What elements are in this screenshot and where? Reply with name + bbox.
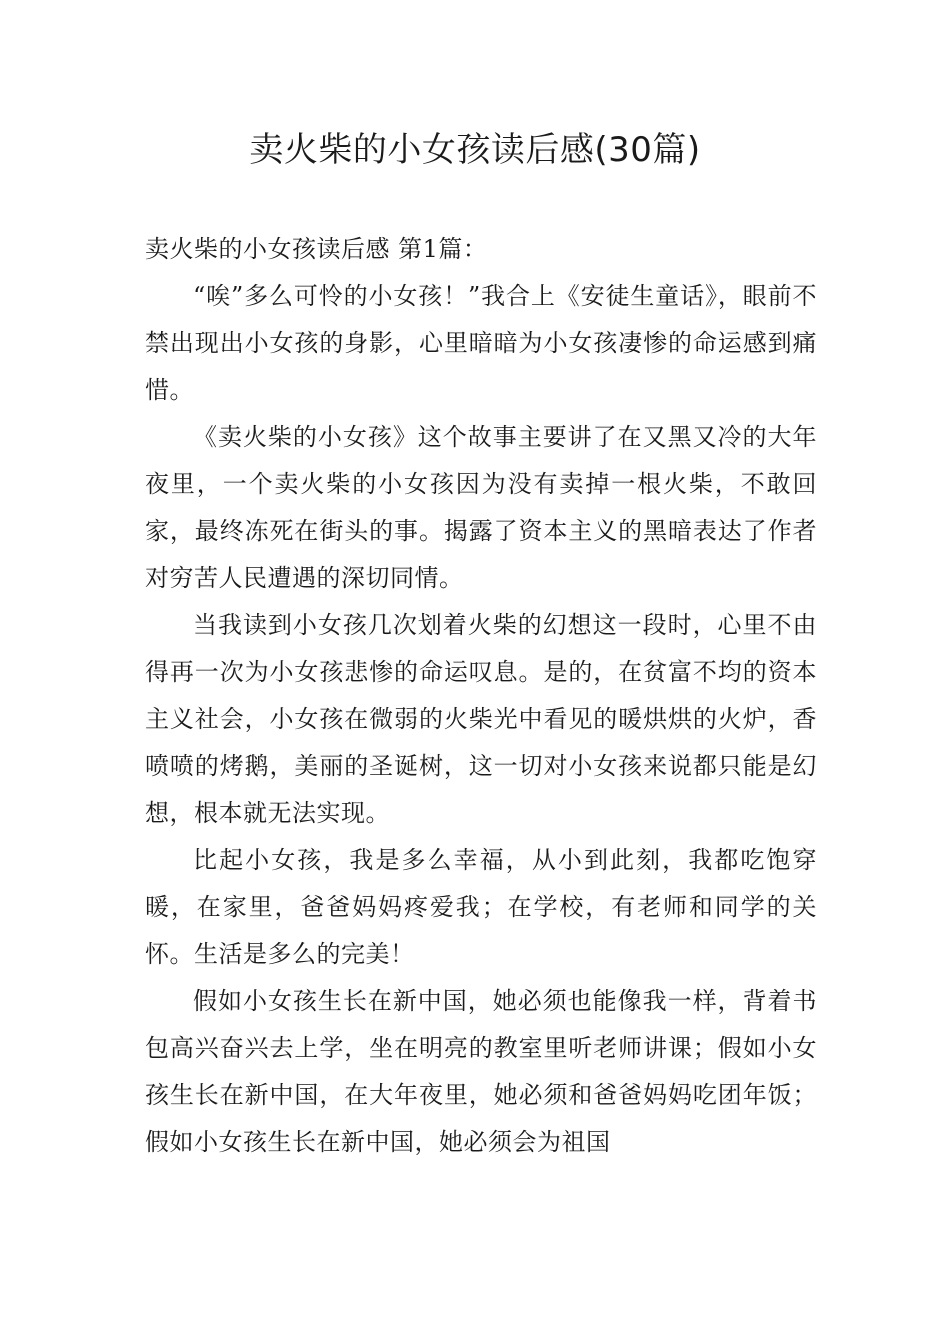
paragraph-4: 比起小女孩，我是多么幸福，从小到此刻，我都吃饱穿暖，在家里，爸爸妈妈疼爱我；在学校，有老师和同学的关怀。生活是多么的完美！ <box>145 846 817 968</box>
paragraph-5: 假如小女孩生长在新中国，她必须也能像我一样，背着书包高兴奋兴去上学，坐在明亮的教室里听老师讲课；假如小女孩生长在新中国，在大年夜里，她必须和爸爸妈妈吃团年饭；假如小女孩生长在新中国，她必须会为祖国 <box>145 987 817 1156</box>
document-body <box>145 226 817 1166</box>
document-title: 卖火柴的小女孩读后感(30篇) <box>249 130 701 170</box>
section-heading: 卖火柴的小女孩读后感 第1篇： <box>145 235 488 263</box>
paragraph-1: “唉”多么可怜的小女孩！”我合上《安徒生童话》，眼前不禁出现出小女孩的身影，心里暗暗为小女孩凄惨的命运感到痛惜。 <box>145 282 817 404</box>
paragraph-2: 《卖火柴的小女孩》这个故事主要讲了在又黑又冷的大年夜里，一个卖火柴的小女孩因为没有卖掉一根火柴，不敢回家，最终冻死在街头的事。揭露了资本主义的黑暗表达了作者对穷苦人民遭遇的深切同情。 <box>145 423 817 592</box>
paragraph-3: 当我读到小女孩几次划着火柴的幻想这一段时，心里不由得再一次为小女孩悲惨的命运叹息。是的，在贫富不均的资本主义社会，小女孩在微弱的火柴光中看见的暖烘烘的火炉，香喷喷的烤鹅，美丽的圣诞树，这一切对小女孩来说都只能是幻想，根本就无法实现。 <box>145 611 817 827</box>
